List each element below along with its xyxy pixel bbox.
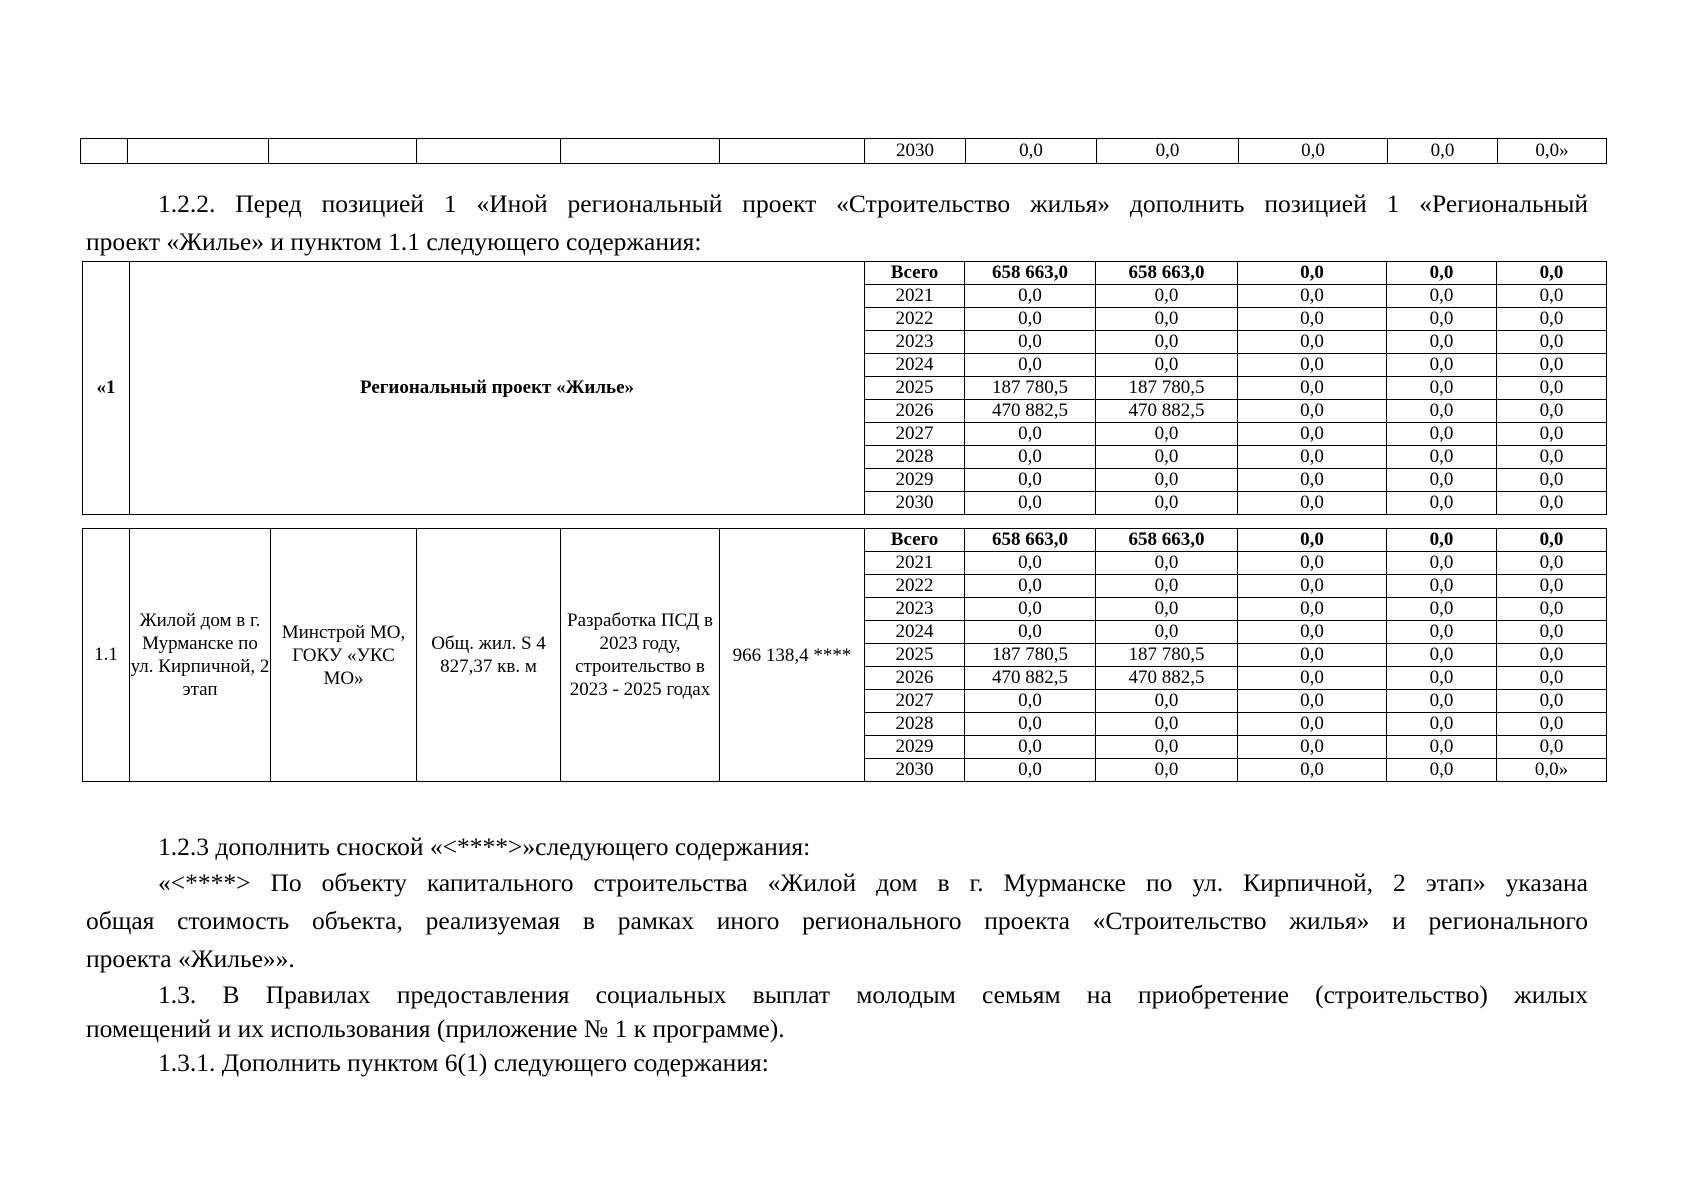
value-cell: 0,0 bbox=[1497, 354, 1607, 377]
year-cell: 2026 bbox=[865, 400, 965, 423]
value-cell: 0,0 bbox=[1497, 377, 1607, 400]
value-cell: 0,0 bbox=[1238, 285, 1387, 308]
value-cell: 0,0 bbox=[1497, 308, 1607, 331]
value-cell: 658 663,0 bbox=[1096, 529, 1238, 552]
year-cell: 2030 bbox=[865, 492, 965, 515]
value-cell: 0,0 bbox=[1096, 446, 1238, 469]
value-cell: 0,0 bbox=[1387, 377, 1497, 400]
value-cell: 0,0 bbox=[1096, 621, 1238, 644]
value-cell: 0,0 bbox=[965, 621, 1096, 644]
footnote-line3: проекта «Жилье»». bbox=[86, 944, 295, 973]
value-cell: 0,0 bbox=[1387, 423, 1497, 446]
year-cell: 2029 bbox=[865, 469, 965, 492]
value-cell: 0,0 bbox=[1096, 759, 1238, 782]
value-cell: 0,0 bbox=[1096, 713, 1238, 736]
value-cell: 0,0 bbox=[1388, 139, 1498, 164]
value-cell: 0,0 bbox=[1497, 469, 1607, 492]
value-cell: 0,0 bbox=[1096, 285, 1238, 308]
paragraph-1-2-3: 1.2.3 дополнить сноской «<****>»следующего содержания: bbox=[158, 832, 811, 861]
value-cell: 0,0 bbox=[1238, 262, 1387, 285]
value-cell: 0,0 bbox=[1387, 759, 1497, 782]
value-cell: 0,0 bbox=[1238, 690, 1387, 713]
year-cell: Всего bbox=[865, 529, 965, 552]
value-cell: 470 882,5 bbox=[965, 667, 1096, 690]
value-cell: 0,0 bbox=[1238, 575, 1387, 598]
year-cell: 2025 bbox=[865, 377, 965, 400]
position-number: «1 bbox=[83, 262, 130, 515]
table-row bbox=[81, 139, 1607, 164]
value-cell: 187 780,5 bbox=[1096, 377, 1238, 400]
year-cell: 2025 bbox=[865, 644, 965, 667]
year-cell: 2023 bbox=[865, 331, 965, 354]
value-cell: 0,0 bbox=[1238, 400, 1387, 423]
year-cell: 2023 bbox=[865, 598, 965, 621]
project-name: Региональный проект «Жилье» bbox=[130, 262, 865, 515]
value-cell: 0,0 bbox=[1387, 667, 1497, 690]
table-row bbox=[83, 529, 1607, 552]
year-cell: 2030 bbox=[865, 139, 966, 164]
object-name: Жилой дом в г. Мурманске по ул. Кирпичной, 2 этап bbox=[130, 529, 271, 782]
value-cell: 187 780,5 bbox=[965, 644, 1096, 667]
value-cell: 0,0 bbox=[1238, 331, 1387, 354]
value-cell: 0,0 bbox=[1497, 400, 1607, 423]
value-cell: 0,0 bbox=[1238, 446, 1387, 469]
value-cell: 0,0» bbox=[1497, 759, 1607, 782]
value-cell: 0,0 bbox=[1387, 598, 1497, 621]
value-cell: 0,0 bbox=[1497, 621, 1607, 644]
year-cell: 2021 bbox=[865, 285, 965, 308]
value-cell: 0,0 bbox=[1497, 492, 1607, 515]
footnote-line2: общая стоимость объекта, реализуемая в рамках иного регионального проекта «Строительство жилья» и регионального bbox=[86, 906, 1588, 935]
value-cell: 0,0 bbox=[1238, 598, 1387, 621]
value-cell: 0,0 bbox=[965, 308, 1096, 331]
position-number: 1.1 bbox=[83, 529, 130, 782]
year-cell: 2024 bbox=[865, 354, 965, 377]
value-cell: 0,0 bbox=[965, 354, 1096, 377]
value-cell: 0,0 bbox=[1238, 529, 1387, 552]
value-cell: 658 663,0 bbox=[965, 529, 1096, 552]
value-cell: 0,0 bbox=[1387, 621, 1497, 644]
value-cell: 0,0 bbox=[1238, 621, 1387, 644]
value-cell: 0,0 bbox=[1497, 446, 1607, 469]
year-cell: 2029 bbox=[865, 736, 965, 759]
value-cell: 0,0 bbox=[1497, 713, 1607, 736]
value-cell: 0,0 bbox=[1238, 492, 1387, 515]
value-cell: 0,0 bbox=[965, 446, 1096, 469]
year-cell: 2027 bbox=[865, 423, 965, 446]
value-cell: 0,0 bbox=[1387, 713, 1497, 736]
value-cell: 0,0 bbox=[965, 736, 1096, 759]
value-cell: 0,0 bbox=[1238, 423, 1387, 446]
value-cell: 0,0 bbox=[1238, 552, 1387, 575]
object-cost: 966 138,4 **** bbox=[720, 529, 865, 782]
year-cell: 2026 bbox=[865, 667, 965, 690]
value-cell: 0,0 bbox=[965, 285, 1096, 308]
value-cell: 0,0 bbox=[965, 331, 1096, 354]
value-cell: 0,0 bbox=[1096, 423, 1238, 446]
value-cell: 0,0 bbox=[1238, 713, 1387, 736]
value-cell: 0,0 bbox=[965, 423, 1096, 446]
value-cell: 0,0 bbox=[1387, 354, 1497, 377]
value-cell: 0,0 bbox=[1238, 759, 1387, 782]
value-cell: 0,0 bbox=[1497, 644, 1607, 667]
value-cell: 0,0 bbox=[965, 469, 1096, 492]
value-cell: 0,0 bbox=[965, 713, 1096, 736]
value-cell: 0,0 bbox=[1238, 354, 1387, 377]
continuation-table bbox=[80, 138, 1607, 164]
value-cell: 0,0 bbox=[1497, 262, 1607, 285]
object-capacity: Общ. жил. S 4 827,37 кв. м bbox=[417, 529, 561, 782]
value-cell: 0,0 bbox=[1096, 736, 1238, 759]
value-cell: 0,0 bbox=[1387, 308, 1497, 331]
footnote-line1: «<****> По объекту капитального строительства «Жилой дом в г. Мурманске по ул. Кирпичной, 2 этап» указана bbox=[158, 868, 1588, 897]
paragraph-1-3-line2: помещений и их использования (приложение № 1 к программе). bbox=[86, 1014, 785, 1043]
customer-name: Минстрой МО, ГОКУ «УКС МО» bbox=[271, 529, 417, 782]
value-cell: 0,0 bbox=[1497, 552, 1607, 575]
value-cell: 0,0 bbox=[1096, 690, 1238, 713]
value-cell: 470 882,5 bbox=[1096, 667, 1238, 690]
value-cell: 0,0 bbox=[965, 690, 1096, 713]
value-cell: 187 780,5 bbox=[965, 377, 1096, 400]
item-1-1-table bbox=[82, 528, 1607, 782]
value-cell: 0,0 bbox=[965, 575, 1096, 598]
value-cell: 0,0 bbox=[965, 759, 1096, 782]
value-cell: 0,0 bbox=[1096, 575, 1238, 598]
value-cell: 0,0 bbox=[1238, 469, 1387, 492]
value-cell: 470 882,5 bbox=[1096, 400, 1238, 423]
value-cell: 0,0 bbox=[1096, 469, 1238, 492]
value-cell: 0,0 bbox=[1387, 736, 1497, 759]
value-cell: 0,0 bbox=[1387, 552, 1497, 575]
value-cell: 0,0 bbox=[1238, 736, 1387, 759]
value-cell: 0,0 bbox=[1387, 690, 1497, 713]
value-cell: 0,0 bbox=[1497, 331, 1607, 354]
value-cell: 0,0 bbox=[1387, 262, 1497, 285]
paragraph-1-2-2-line1: 1.2.2. Перед позицией 1 «Иной региональный проект «Строительство жилья» дополнить позицией 1 «Региональный bbox=[158, 189, 1588, 218]
regional-project-table bbox=[82, 261, 1607, 515]
value-cell: 0,0 bbox=[1497, 736, 1607, 759]
value-cell: 0,0 bbox=[1387, 400, 1497, 423]
value-cell: 470 882,5 bbox=[965, 400, 1096, 423]
value-cell: 0,0 bbox=[1097, 139, 1239, 164]
value-cell: 0,0 bbox=[1497, 667, 1607, 690]
year-cell: 2024 bbox=[865, 621, 965, 644]
paragraph-1-3-1: 1.3.1. Дополнить пунктом 6(1) следующего содержания: bbox=[158, 1048, 769, 1077]
year-cell: 2028 bbox=[865, 446, 965, 469]
value-cell: 0,0 bbox=[1497, 575, 1607, 598]
value-cell: 0,0 bbox=[1238, 667, 1387, 690]
value-cell: 0,0» bbox=[1498, 139, 1607, 164]
value-cell: 0,0 bbox=[1238, 308, 1387, 331]
value-cell: 0,0 bbox=[965, 598, 1096, 621]
value-cell: 0,0 bbox=[1096, 331, 1238, 354]
value-cell: 0,0 bbox=[1096, 354, 1238, 377]
work-stage: Разработка ПСД в 2023 году, строительство в 2023 - 2025 годах bbox=[561, 529, 720, 782]
year-cell: 2022 bbox=[865, 575, 965, 598]
value-cell: 0,0 bbox=[1387, 285, 1497, 308]
value-cell: 658 663,0 bbox=[965, 262, 1096, 285]
value-cell: 0,0 bbox=[1387, 644, 1497, 667]
value-cell: 0,0 bbox=[1387, 469, 1497, 492]
value-cell: 0,0 bbox=[1387, 446, 1497, 469]
value-cell: 0,0 bbox=[1387, 331, 1497, 354]
value-cell: 0,0 bbox=[1239, 139, 1388, 164]
value-cell: 187 780,5 bbox=[1096, 644, 1238, 667]
value-cell: 658 663,0 bbox=[1096, 262, 1238, 285]
value-cell: 0,0 bbox=[965, 552, 1096, 575]
year-cell: Всего bbox=[865, 262, 965, 285]
value-cell: 0,0 bbox=[1497, 423, 1607, 446]
year-cell: 2027 bbox=[865, 690, 965, 713]
year-cell: 2021 bbox=[865, 552, 965, 575]
paragraph-1-3-line1: 1.3. В Правилах предоставления социальных выплат молодым семьям на приобретение (строительство) жилых bbox=[158, 980, 1588, 1009]
value-cell: 0,0 bbox=[1096, 598, 1238, 621]
value-cell: 0,0 bbox=[1238, 377, 1387, 400]
value-cell: 0,0 bbox=[1497, 529, 1607, 552]
value-cell: 0,0 bbox=[1387, 529, 1497, 552]
table-row bbox=[83, 262, 1607, 285]
value-cell: 0,0 bbox=[1387, 492, 1497, 515]
year-cell: 2022 bbox=[865, 308, 965, 331]
value-cell: 0,0 bbox=[965, 492, 1096, 515]
year-cell: 2028 bbox=[865, 713, 965, 736]
value-cell: 0,0 bbox=[1238, 644, 1387, 667]
value-cell: 0,0 bbox=[1497, 598, 1607, 621]
value-cell: 0,0 bbox=[966, 139, 1097, 164]
value-cell: 0,0 bbox=[1096, 552, 1238, 575]
year-cell: 2030 bbox=[865, 759, 965, 782]
paragraph-1-2-2-line2: проект «Жилье» и пунктом 1.1 следующего содержания: bbox=[86, 227, 702, 256]
value-cell: 0,0 bbox=[1096, 308, 1238, 331]
value-cell: 0,0 bbox=[1497, 690, 1607, 713]
value-cell: 0,0 bbox=[1497, 285, 1607, 308]
value-cell: 0,0 bbox=[1387, 575, 1497, 598]
value-cell: 0,0 bbox=[1096, 492, 1238, 515]
